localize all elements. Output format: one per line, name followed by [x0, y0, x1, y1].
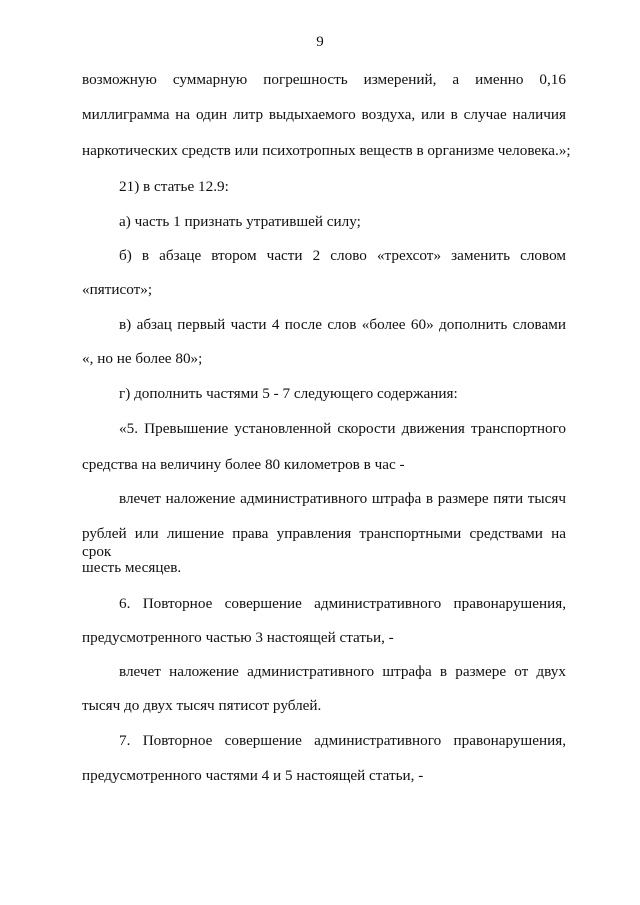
- text-line: предусмотренного частью 3 настоящей статьи, -: [82, 629, 394, 646]
- text-line: 21) в статье 12.9:: [119, 178, 229, 195]
- text-line: «пятисот»;: [82, 281, 153, 298]
- text-line: в) абзац первый части 4 после слов «более 60» дополнить словами: [119, 316, 566, 333]
- text-line: рублей или лишение права управления транспортными средствами на срок: [82, 525, 566, 560]
- text-line: наркотических средств или психотропных веществ в организме человека.»;: [82, 142, 571, 159]
- text-line: 6. Повторное совершение административного правонарушения,: [119, 595, 566, 612]
- text-line: «5. Превышение установленной скорости движения транспортного: [119, 420, 566, 437]
- text-line: средства на величину более 80 километров в час -: [82, 456, 405, 473]
- text-line: 7. Повторное совершение административного правонарушения,: [119, 732, 566, 749]
- text-line: тысяч до двух тысяч пятисот рублей.: [82, 697, 322, 714]
- text-line: влечет наложение административного штрафа в размере пяти тысяч: [119, 490, 566, 507]
- text-line: «, но не более 80»;: [82, 350, 203, 367]
- text-line: влечет наложение административного штрафа в размере от двух: [119, 663, 566, 680]
- text-line: предусмотренного частями 4 и 5 настоящей статьи, -: [82, 767, 424, 784]
- text-line: б) в абзаце втором части 2 слово «трехсот» заменить словом: [119, 247, 566, 264]
- text-line: г) дополнить частями 5 - 7 следующего содержания:: [119, 385, 458, 402]
- text-line: а) часть 1 признать утратившей силу;: [119, 213, 361, 230]
- text-line: миллиграмма на один литр выдыхаемого воздуха, или в случае наличия: [82, 106, 566, 123]
- text-line: возможную суммарную погрешность измерений, а именно 0,16: [82, 71, 566, 88]
- page-number: 9: [316, 34, 324, 50]
- text-line: шесть месяцев.: [82, 559, 182, 576]
